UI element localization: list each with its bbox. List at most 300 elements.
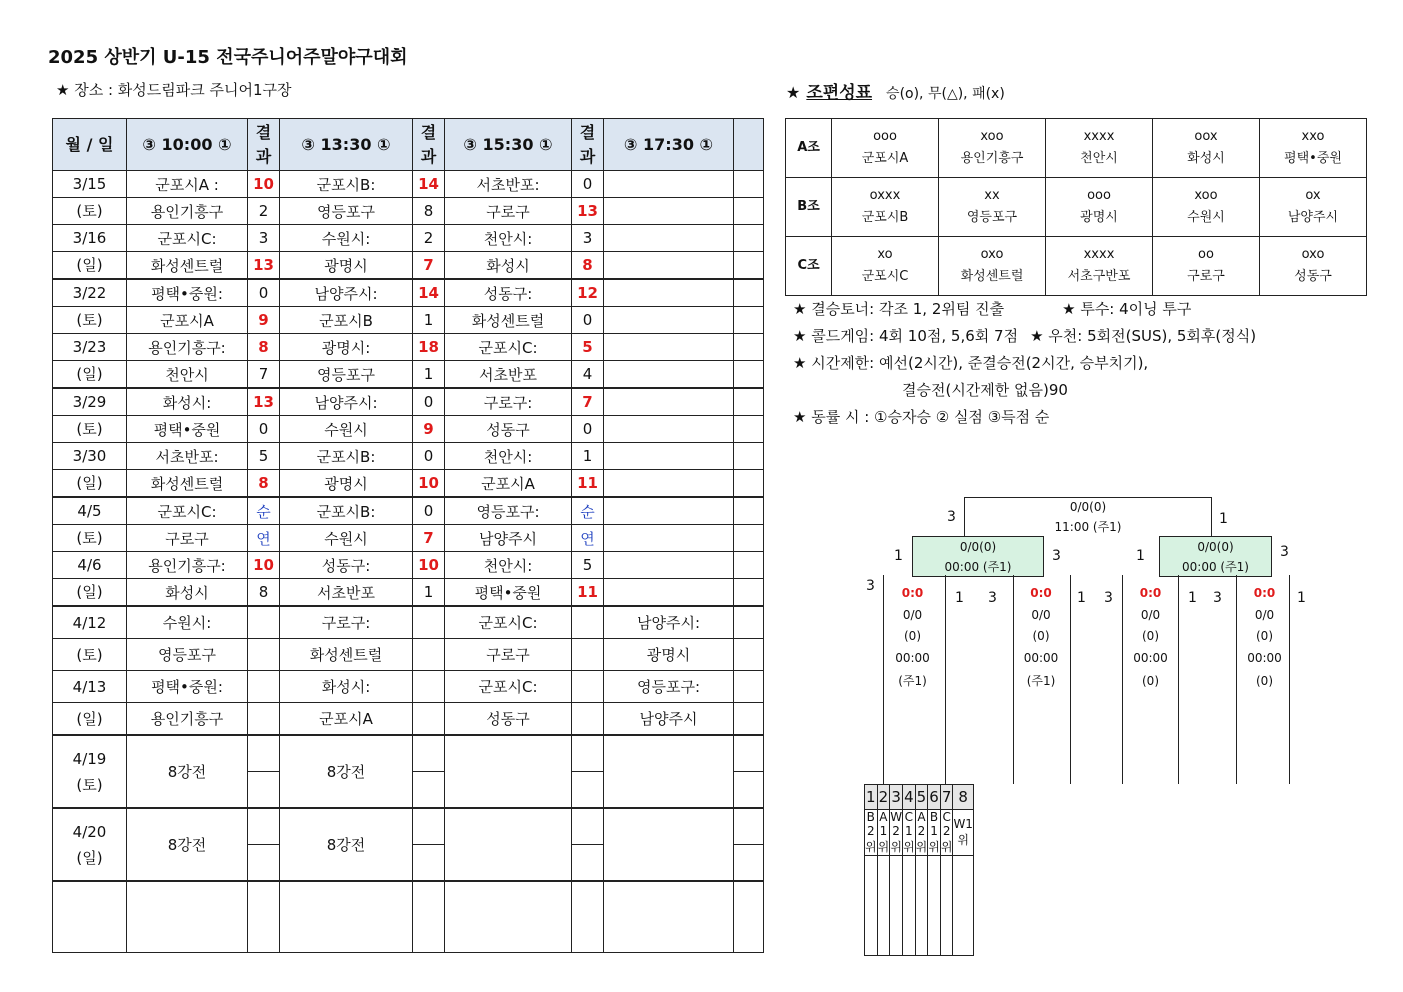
team-name <box>604 279 734 307</box>
score-cell <box>734 252 764 280</box>
team-name: 영등포구 <box>127 639 248 671</box>
score-cell: 0 <box>572 171 604 198</box>
team-name <box>604 388 734 416</box>
team-record: xx <box>984 188 1000 203</box>
group-team-cell <box>1153 119 1260 178</box>
schedule-table <box>52 118 764 953</box>
seed-number: 6 <box>928 785 941 810</box>
score-cell <box>413 845 445 882</box>
team-name: 화성시 <box>445 252 572 280</box>
team-name <box>604 552 734 579</box>
score-cell <box>413 671 445 703</box>
team-name: 서초반포 <box>445 361 572 389</box>
team-name: 화성시 <box>1187 151 1225 166</box>
group-name: C조 <box>786 237 832 296</box>
team-name: 남양주시 <box>604 703 734 736</box>
seed-number: 2 <box>877 785 890 810</box>
note-advance: ★ 결승토너: 각조 1, 2위팀 진출 <box>793 300 1005 318</box>
quarterfinal-label: 8강전 <box>280 808 413 881</box>
header-result: 결 과 <box>572 119 604 171</box>
team-name: 군포시C: <box>445 334 572 361</box>
team-name: 군포시A <box>861 151 909 166</box>
score-cell: 1 <box>413 307 445 334</box>
semi-2-left: 1 <box>1136 548 1145 564</box>
team-name <box>604 416 734 443</box>
score-cell: 10 <box>248 171 280 198</box>
score-cell <box>734 639 764 671</box>
score-cell <box>572 845 604 882</box>
header-slot-1000: ③ 10:00 ① <box>127 119 248 171</box>
match-weekday: (토) <box>53 416 127 443</box>
qf-b: (0) <box>1142 629 1159 643</box>
score-cell: 연 <box>572 525 604 552</box>
team-name: 천안시 <box>1080 151 1118 166</box>
team-record: ooo <box>873 129 897 144</box>
team-name: 천안시 <box>127 361 248 389</box>
empty-cell <box>413 881 445 953</box>
team-record: xo <box>877 247 893 262</box>
team-name: 수원시 <box>280 525 413 552</box>
team-name: 화성센트럴 <box>127 470 248 498</box>
score-cell: 3 <box>248 225 280 252</box>
seed-team-cell <box>865 856 878 956</box>
note-called-game: ★ 콜드게임: 4회 10점, 5,6회 7점 <box>793 327 1019 345</box>
team-name: 화성시: <box>280 671 413 703</box>
score-cell: 7 <box>413 525 445 552</box>
team-name: 군포시B: <box>280 171 413 198</box>
score-cell: 8 <box>248 579 280 607</box>
final-match <box>1028 497 1148 537</box>
semi-2-right: 3 <box>1280 544 1289 560</box>
score-cell <box>248 671 280 703</box>
score-cell <box>413 606 445 639</box>
qf-c: 00:00 <box>1247 650 1282 665</box>
final-time: 11:00 (주1) <box>1054 520 1122 534</box>
score-cell: 13 <box>572 198 604 225</box>
score-cell: 순 <box>572 497 604 525</box>
match-date-block <box>53 808 127 881</box>
team-name: 광명시 <box>280 252 413 280</box>
score-cell <box>734 606 764 639</box>
team-name: 수원시 <box>280 416 413 443</box>
team-name: 화성센트럴 <box>960 269 1024 284</box>
score-cell: 11 <box>572 470 604 498</box>
match-weekday: (일) <box>53 703 127 736</box>
score-cell <box>572 703 604 736</box>
header-slot-1730: ③ 17:30 ① <box>604 119 734 171</box>
group-team-cell <box>939 237 1046 296</box>
team-name: 군포시C <box>861 269 909 284</box>
score-cell <box>734 225 764 252</box>
team-name: 광명시 <box>280 470 413 498</box>
score-cell: 0 <box>248 279 280 307</box>
match-weekday: (일) <box>76 848 103 867</box>
team-name: 영등포구 <box>966 210 1018 225</box>
group-team-cell <box>939 119 1046 178</box>
team-name <box>604 198 734 225</box>
score-cell: 13 <box>248 388 280 416</box>
match-weekday: (일) <box>53 470 127 498</box>
semi-1-left: 1 <box>894 548 903 564</box>
team-name: 영등포구: <box>604 671 734 703</box>
score-cell <box>248 735 280 772</box>
venue-label: ★ 장소 : 화성드림파크 주니어1구장 <box>56 81 292 99</box>
team-name: 서초반포 <box>280 579 413 607</box>
team-name: 구로구 <box>445 198 572 225</box>
qf-b: (0) <box>1256 629 1273 643</box>
team-name: 수원시: <box>280 225 413 252</box>
groups-heading: ★ 조편성표 승(o), 무(△), 패(x) <box>786 83 1005 103</box>
score-cell <box>413 703 445 736</box>
team-name: 영등포구 <box>280 198 413 225</box>
score-cell <box>572 808 604 845</box>
score-cell <box>734 416 764 443</box>
score-cell: 5 <box>572 334 604 361</box>
score-cell <box>734 579 764 607</box>
team-name: 군포시A : <box>127 171 248 198</box>
team-name: 군포시B: <box>280 497 413 525</box>
qf-d: (0) <box>1142 674 1159 688</box>
score-cell <box>248 639 280 671</box>
team-name: 평택•중원 <box>445 579 572 607</box>
qf-1-right: 1 <box>955 590 964 606</box>
team-name: 남양주시 <box>445 525 572 552</box>
note-rain: ★ 우천: 5회전(SUS), 5회후(정식) <box>1030 327 1257 345</box>
score-cell: 9 <box>248 307 280 334</box>
qf-d: (주1) <box>1026 674 1056 688</box>
score-cell: 0 <box>248 416 280 443</box>
seed-team-cell <box>915 856 928 956</box>
groups-title: 조편성표 <box>806 83 873 103</box>
score-cell <box>248 606 280 639</box>
score-cell: 14 <box>413 171 445 198</box>
score-cell: 7 <box>248 361 280 389</box>
score-cell <box>572 671 604 703</box>
team-name: 구로구: <box>445 388 572 416</box>
score-cell: 5 <box>572 552 604 579</box>
score-cell <box>413 639 445 671</box>
score-cell <box>572 639 604 671</box>
empty-slot <box>445 808 572 881</box>
score-cell <box>734 552 764 579</box>
score-cell: 10 <box>413 552 445 579</box>
seed-slot: W 2위 <box>890 810 903 854</box>
score-cell: 순 <box>248 497 280 525</box>
team-name: 군포시A <box>445 470 572 498</box>
qf-4-left: 3 <box>1213 590 1222 606</box>
header-date: 월 / 일 <box>53 119 127 171</box>
header-result: 결 과 <box>413 119 445 171</box>
team-name: 화성센트럴 <box>280 639 413 671</box>
team-record: oo <box>1198 247 1214 262</box>
seed-number: 3 <box>890 785 903 810</box>
score-cell: 0 <box>413 443 445 470</box>
score-cell: 0 <box>572 416 604 443</box>
quarterfinal-match <box>1122 583 1179 693</box>
score-cell <box>734 808 764 845</box>
empty-slot <box>604 808 734 881</box>
team-name: 서초구반포 <box>1067 269 1131 284</box>
match-date: 4/13 <box>53 671 127 703</box>
semi-2-score: 0/0(0) <box>1197 540 1234 554</box>
score-cell <box>734 198 764 225</box>
score-cell: 8 <box>248 334 280 361</box>
match-date-block <box>53 735 127 808</box>
qf-sc: 0:0 <box>901 586 924 600</box>
seed-slot: C 1위 <box>903 810 915 854</box>
score-cell <box>734 443 764 470</box>
team-name: 군포시C: <box>127 497 248 525</box>
note-final-limit: 결승전(시간제한 없음)90 <box>902 381 1068 399</box>
match-date: 4/19 <box>72 749 107 768</box>
team-name: 화성시 <box>127 579 248 607</box>
team-name: 천안시: <box>445 225 572 252</box>
seed-table <box>864 784 974 956</box>
score-cell <box>248 772 280 809</box>
semi-final-2 <box>1159 536 1272 577</box>
qf-d: (주1) <box>898 674 927 688</box>
score-cell: 7 <box>413 252 445 280</box>
team-record: oxo <box>1301 247 1325 262</box>
match-weekday: (일) <box>53 361 127 389</box>
team-name <box>604 470 734 498</box>
team-name: 영등포구 <box>280 361 413 389</box>
seed-slot: A 2위 <box>915 810 928 854</box>
team-name: 화성센트럴 <box>445 307 572 334</box>
team-name: 평택•중원 <box>1284 151 1342 166</box>
score-cell: 0 <box>413 388 445 416</box>
score-cell <box>734 334 764 361</box>
qf-a: 0/0 <box>1140 607 1161 622</box>
group-team-cell <box>1046 237 1153 296</box>
seed-number: 7 <box>940 785 953 810</box>
empty-cell <box>53 881 127 953</box>
empty-cell <box>604 881 734 953</box>
group-team-cell <box>1260 119 1367 178</box>
match-date: 3/22 <box>53 279 127 307</box>
semi-1-score: 0/0(0) <box>959 540 997 554</box>
empty-cell <box>734 881 764 953</box>
match-weekday: (일) <box>53 579 127 607</box>
score-cell: 18 <box>413 334 445 361</box>
team-record: xxxx <box>1083 129 1115 144</box>
score-cell: 8 <box>248 470 280 498</box>
score-cell: 12 <box>572 279 604 307</box>
team-name <box>604 307 734 334</box>
seed-slot: B 2위 <box>865 810 877 854</box>
team-name: 군포시C: <box>127 225 248 252</box>
team-name: 성동구: <box>445 279 572 307</box>
team-name: 용인기흥구 <box>127 198 248 225</box>
empty-slot <box>445 735 572 808</box>
score-cell: 10 <box>248 552 280 579</box>
header-extra <box>734 119 764 171</box>
match-date: 3/15 <box>53 171 127 198</box>
match-weekday: (토) <box>53 198 127 225</box>
group-team-cell <box>1260 178 1367 237</box>
match-date: 4/5 <box>53 497 127 525</box>
match-weekday: (토) <box>53 307 127 334</box>
team-name: 남양주시: <box>604 606 734 639</box>
quarterfinal-match <box>1013 583 1069 693</box>
match-weekday: (토) <box>53 639 127 671</box>
team-name: 광명시: <box>280 334 413 361</box>
team-name: 성동구 <box>1294 269 1332 284</box>
team-name: 광명시 <box>604 639 734 671</box>
score-cell <box>734 307 764 334</box>
group-team-cell <box>1046 119 1153 178</box>
seed-slot: A 1위 <box>877 810 890 854</box>
match-date: 3/16 <box>53 225 127 252</box>
score-cell <box>572 772 604 809</box>
team-record: xxxx <box>1083 247 1115 262</box>
qf-b: (0) <box>1032 629 1050 643</box>
score-cell: 1 <box>413 579 445 607</box>
empty-cell <box>572 881 604 953</box>
team-name: 용인기흥구 <box>960 151 1024 166</box>
team-name: 성동구 <box>445 703 572 736</box>
team-name: 천안시: <box>445 552 572 579</box>
score-cell: 7 <box>572 388 604 416</box>
score-cell: 2 <box>248 198 280 225</box>
semi-2-time: 00:00 (주1) <box>1182 560 1249 574</box>
match-date: 4/20 <box>72 822 107 841</box>
qf-2-right: 1 <box>1077 590 1086 606</box>
qf-1-left: 3 <box>866 578 875 594</box>
team-name: 평택•중원: <box>127 671 248 703</box>
match-date: 3/23 <box>53 334 127 361</box>
score-cell: 2 <box>413 225 445 252</box>
team-name: 용인기흥구 <box>127 703 248 736</box>
group-name: B조 <box>786 178 832 237</box>
semi-1-time: 00:00 (주1) <box>944 560 1012 574</box>
match-date: 3/30 <box>53 443 127 470</box>
seed-team-cell <box>890 856 903 956</box>
empty-cell <box>445 881 572 953</box>
empty-cell <box>280 881 413 953</box>
note-line <box>793 296 1256 323</box>
score-cell <box>734 703 764 736</box>
qf-a: 0/0 <box>1031 607 1051 622</box>
seed-team-cell <box>903 856 916 956</box>
team-name: 평택•중원 <box>127 416 248 443</box>
header-slot-1530: ③ 15:30 ① <box>445 119 572 171</box>
score-cell <box>734 361 764 389</box>
team-record: xoo <box>980 129 1004 144</box>
team-name: 화성시: <box>127 388 248 416</box>
final-left-seed: 3 <box>947 509 956 525</box>
score-cell: 8 <box>413 198 445 225</box>
score-cell: 4 <box>572 361 604 389</box>
seed-slot: W1위 <box>953 810 974 856</box>
match-date: 4/6 <box>53 552 127 579</box>
seed-number: 4 <box>903 785 916 810</box>
team-name: 광명시 <box>1080 210 1118 225</box>
seed-slot: C 2위 <box>940 810 953 854</box>
team-record: ooo <box>1087 188 1111 203</box>
team-name: 성동구: <box>280 552 413 579</box>
qf-c: 00:00 <box>1023 650 1059 665</box>
team-name: 남양주시: <box>280 388 413 416</box>
seed-team-cell <box>953 856 974 956</box>
team-name: 구로구: <box>280 606 413 639</box>
score-cell <box>572 735 604 772</box>
score-cell <box>734 735 764 772</box>
rules-notes <box>793 296 1256 431</box>
score-cell <box>248 703 280 736</box>
team-name: 성동구 <box>445 416 572 443</box>
team-record: xxo <box>1301 129 1325 144</box>
score-cell: 14 <box>413 279 445 307</box>
groups-legend: 승(o), 무(△), 패(x) <box>886 86 1005 102</box>
semi-1-right: 3 <box>1052 548 1061 564</box>
seed-team-cell <box>940 856 953 956</box>
team-name: 화성센트럴 <box>127 252 248 280</box>
team-name: 군포시B <box>861 210 909 225</box>
semi-final-1 <box>912 536 1044 577</box>
team-name: 군포시C: <box>445 671 572 703</box>
team-record: oox <box>1194 129 1218 144</box>
team-name <box>604 225 734 252</box>
team-record: oxo <box>980 247 1004 262</box>
score-cell <box>734 279 764 307</box>
team-name <box>604 361 734 389</box>
qf-4-right: 1 <box>1297 590 1306 606</box>
empty-cell <box>127 881 248 953</box>
quarterfinal-label: 8강전 <box>127 808 248 881</box>
score-cell <box>734 772 764 809</box>
quarterfinal-match <box>884 583 941 693</box>
match-date: 3/29 <box>53 388 127 416</box>
qf-2-left: 3 <box>988 590 997 606</box>
team-name <box>604 497 734 525</box>
score-cell: 13 <box>248 252 280 280</box>
quarterfinal-match <box>1236 583 1293 693</box>
qf-sc: 0:0 <box>1030 586 1052 600</box>
team-name: 수원시 <box>1187 210 1225 225</box>
team-name: 수원시: <box>127 606 248 639</box>
team-name: 용인기흥구: <box>127 334 248 361</box>
team-record: xoo <box>1194 188 1218 203</box>
header-slot-1330: ③ 13:30 ① <box>280 119 413 171</box>
team-name: 천안시: <box>445 443 572 470</box>
score-cell <box>734 845 764 882</box>
score-cell: 0 <box>572 307 604 334</box>
qf-c: 00:00 <box>1133 650 1168 665</box>
qf-c: 00:00 <box>895 650 930 665</box>
team-name <box>604 579 734 607</box>
note-tiebreak: ★ 동률 시 : ①승자승 ② 실점 ③득점 순 <box>793 408 1050 426</box>
seed-team-cell <box>877 856 890 956</box>
team-name <box>604 171 734 198</box>
seed-number: 1 <box>865 785 878 810</box>
team-name: 영등포구: <box>445 497 572 525</box>
score-cell <box>248 808 280 845</box>
team-name: 남양주시: <box>280 279 413 307</box>
score-cell <box>248 845 280 882</box>
match-date: 4/12 <box>53 606 127 639</box>
team-name: 서초반포: <box>127 443 248 470</box>
score-cell: 9 <box>413 416 445 443</box>
match-weekday: (토) <box>53 525 127 552</box>
team-name: 구로구 <box>127 525 248 552</box>
team-name: 구로구 <box>1187 269 1225 284</box>
score-cell <box>572 606 604 639</box>
score-cell: 1 <box>572 443 604 470</box>
team-name: 평택•중원: <box>127 279 248 307</box>
score-cell: 연 <box>248 525 280 552</box>
group-team-cell <box>832 237 939 296</box>
